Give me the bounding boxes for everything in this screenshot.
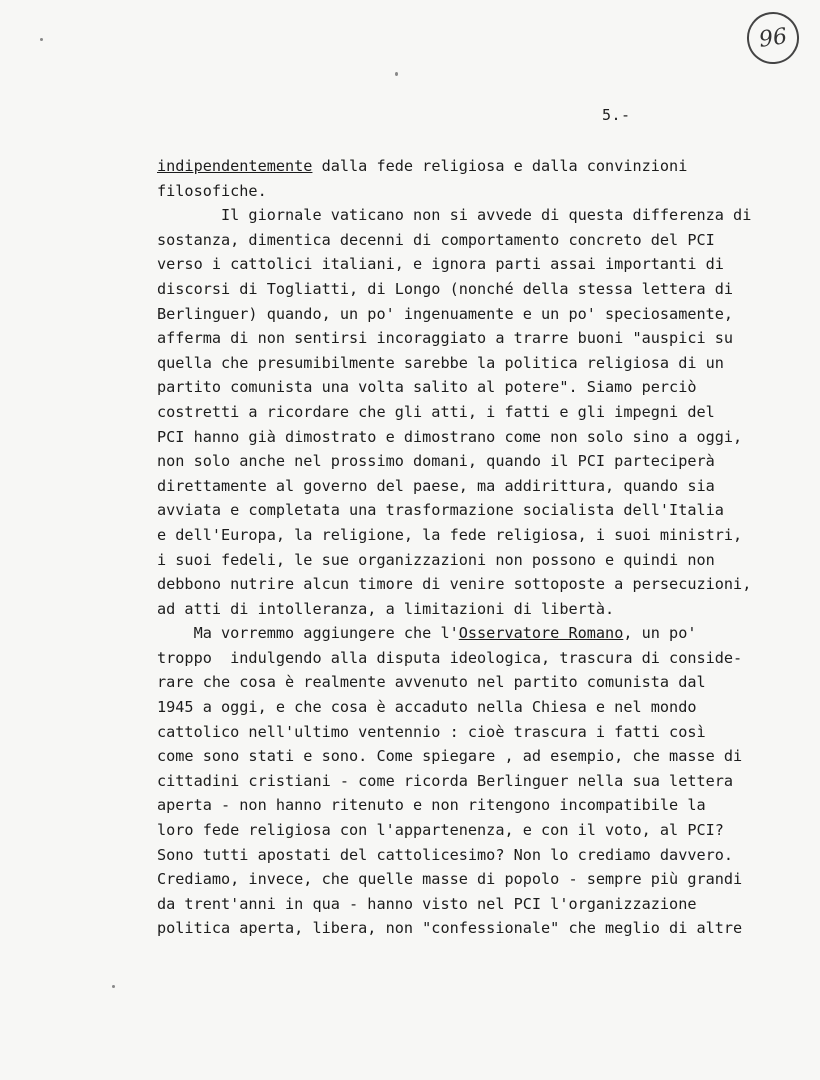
- text-segment: Crediamo, invece, che quelle masse di popolo - sempre più grandi: [157, 870, 743, 889]
- text-segment: politica aperta, libera, non "confessionale" che meglio di altre: [157, 919, 743, 938]
- scan-speck: [112, 985, 115, 988]
- text-segment: Ma vorremmo aggiungere che l': [157, 624, 459, 643]
- text-line: [157, 326, 797, 351]
- text-segment: e dell'Europa, la religione, la fede religiosa, i suoi ministri,: [157, 525, 743, 544]
- text-line: [157, 720, 797, 745]
- text-line: [157, 843, 797, 868]
- text-segment: debbono nutrire alcun timore di venire sottoposte a persecuzioni,: [157, 575, 752, 594]
- text-line: [157, 228, 797, 253]
- archive-stamp: [744, 9, 803, 68]
- text-segment: ad atti di intolleranza, a limitazioni di libertà.: [157, 599, 615, 618]
- page-number: 5.-: [602, 106, 631, 124]
- text-line: [157, 351, 797, 376]
- underlined-text: indipendentemente: [157, 157, 313, 175]
- text-line: [157, 892, 797, 917]
- scan-speck: [395, 72, 398, 76]
- text-line: [157, 523, 797, 548]
- text-segment: aperta - non hanno ritenuto e non ritengono incompatibile la: [157, 796, 706, 815]
- text-line: [157, 744, 797, 769]
- text-line: [157, 449, 797, 474]
- text-segment: cattolico nell'ultimo ventennio : cioè trascura i fatti così: [157, 722, 706, 741]
- text-line: [157, 867, 797, 892]
- text-line: [157, 793, 797, 818]
- body-text: [157, 154, 797, 941]
- text-segment: quella che presumibilmente sarebbe la politica religiosa di un: [157, 353, 724, 372]
- text-line: [157, 769, 797, 794]
- text-segment: Sono tutti apostati del cattolicesimo? Non lo crediamo davvero.: [157, 845, 734, 864]
- text-segment: PCI hanno già dimostrato e dimostrano come non solo sino a oggi,: [157, 427, 743, 446]
- text-segment: avviata e completata una trasformazione socialista dell'Italia: [157, 501, 724, 520]
- text-line: [157, 252, 797, 277]
- text-line: [157, 548, 797, 573]
- text-segment: Il giornale vaticano non si avvede di questa differenza di: [157, 206, 752, 225]
- text-line: [157, 400, 797, 425]
- text-segment: non solo anche nel prossimo domani, quando il PCI parteciperà: [157, 452, 715, 471]
- text-line: [157, 597, 797, 622]
- text-segment: partito comunista una volta salito al potere". Siamo perciò: [157, 378, 697, 397]
- text-segment: Berlinguer) quando, un po' ingenuamente e un po' speciosamente,: [157, 304, 734, 323]
- text-segment: da trent'anni in qua - hanno visto nel PCI l'organizzazione: [157, 894, 697, 913]
- text-line: [157, 425, 797, 450]
- text-line: [157, 179, 797, 204]
- text-segment: rare che cosa è realmente avvenuto nel partito comunista dal: [157, 673, 706, 692]
- text-segment: i suoi fedeli, le sue organizzazioni non possono e quindi non: [157, 550, 715, 569]
- text-segment: dalla fede religiosa e dalla convinzioni: [312, 157, 688, 175]
- stamp-number: 96: [757, 23, 789, 53]
- text-segment: discorsi di Togliatti, di Longo (nonché della stessa lettera di: [157, 279, 734, 298]
- text-line: [157, 277, 797, 302]
- underlined-text: Osservatore Romano: [458, 624, 624, 643]
- text-segment: come sono stati e sono. Come spiegare , ad esempio, che masse di: [157, 747, 743, 766]
- text-line: [157, 302, 797, 327]
- text-line: [157, 916, 797, 941]
- text-line: [157, 646, 797, 671]
- text-line: [157, 695, 797, 720]
- scan-speck: [40, 38, 43, 41]
- text-segment: cittadini cristiani - come ricorda Berlinguer nella sua lettera: [157, 771, 734, 790]
- text-segment: verso i cattolici italiani, e ignora parti assai importanti di: [157, 255, 724, 274]
- text-segment: afferma di non sentirsi incoraggiato a trarre buoni "auspici su: [157, 329, 734, 348]
- text-line: [157, 203, 797, 228]
- text-line: [157, 621, 797, 646]
- text-line: [157, 375, 797, 400]
- text-segment: loro fede religiosa con l'appartenenza, e con il voto, al PCI?: [157, 821, 724, 840]
- text-segment: costretti a ricordare che gli atti, i fatti e gli impegni del: [157, 402, 715, 421]
- text-line: [157, 154, 797, 179]
- text-line: [157, 818, 797, 843]
- text-segment: filosofiche.: [157, 181, 267, 200]
- text-segment: troppo indulgendo alla disputa ideologica, trascura di conside-: [157, 648, 743, 667]
- text-line: [157, 670, 797, 695]
- text-line: [157, 572, 797, 597]
- text-segment: , un po': [623, 624, 697, 643]
- text-segment: direttamente al governo del paese, ma addirittura, quando sia: [157, 476, 715, 495]
- text-line: [157, 474, 797, 499]
- text-segment: 1945 a oggi, e che cosa è accaduto nella Chiesa e nel mondo: [157, 698, 697, 717]
- text-line: [157, 498, 797, 523]
- text-segment: sostanza, dimentica decenni di comportamento concreto del PCI: [157, 230, 715, 249]
